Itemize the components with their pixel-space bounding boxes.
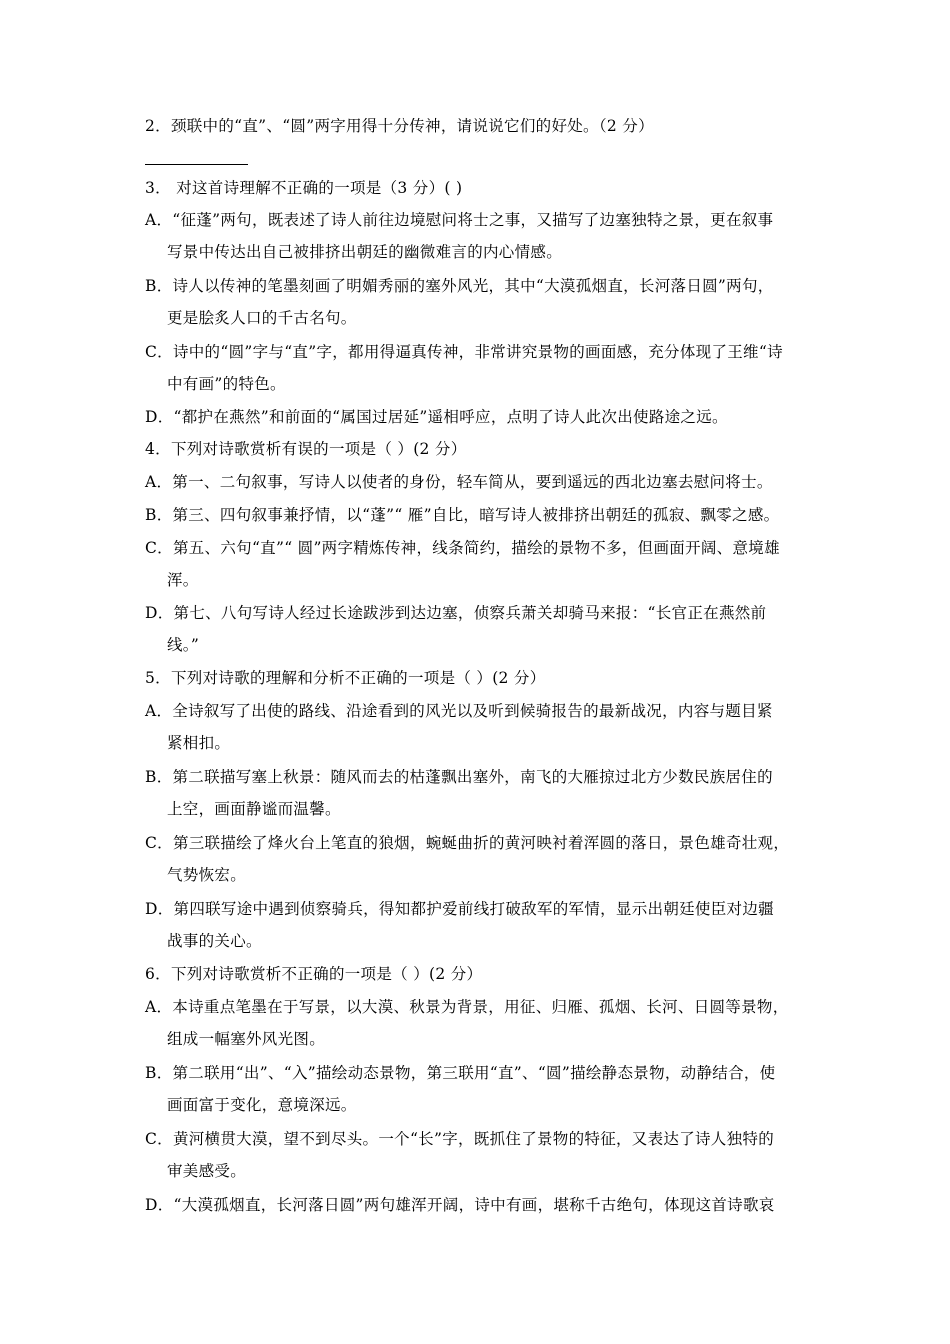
question-6-option-c: C．黄河横贯大漠，望不到尽头。一个“长”字，既抓住了景物的特征，又表达了诗人独特的 bbox=[145, 1130, 775, 1148]
question-3-option-d: D．“都护在燕然”和前面的“属国过居延”遥相呼应，点明了诗人此次出使路途之远。 bbox=[145, 408, 728, 426]
question-6-option-a: A．本诗重点笔墨在于写景，以大漠、秋景为背景，用征、归雁、孤烟、长河、日圆等景物， bbox=[145, 998, 789, 1016]
question-4-option-d-cont: 线。” bbox=[167, 636, 200, 654]
question-4-option-c: C．第五、六句“直”“ 圆”两字精炼传神，线条简约，描绘的景物不多，但画面开阔、意境雄 bbox=[145, 539, 780, 557]
question-3-option-b-cont: 更是脍炙人口的千古名句。 bbox=[167, 309, 357, 327]
question-5-option-b: B．第二联描写塞上秋景：随风而去的枯蓬飘出塞外，南飞的大雁掠过北方少数民族居住的 bbox=[145, 768, 773, 786]
question-3-option-a: A．“征蓬”两句，既表述了诗人前往边境慰问将士之事，又描写了边塞独特之景，更在叙事 bbox=[145, 211, 774, 229]
question-3-option-c: C．诗中的“圆”字与“直”字，都用得逼真传神，非常讲究景物的画面感，充分体现了王维“诗 bbox=[145, 343, 783, 361]
question-5-option-c-cont: 气势恢宏。 bbox=[167, 866, 247, 884]
question-5-option-d: D．第四联写途中遇到侦察骑兵，得知都护爱前线打破敌军的军情，显示出朝廷使臣对边疆 bbox=[145, 900, 774, 918]
question-5-option-a: A．全诗叙写了出使的路线、沿途看到的风光以及听到候骑报告的最新战况，内容与题目紧 bbox=[145, 702, 773, 720]
question-6-option-c-cont: 审美感受。 bbox=[167, 1162, 247, 1180]
question-5-option-b-cont: 上空，画面静谧而温馨。 bbox=[167, 800, 341, 818]
question-3-option-b: B．诗人以传神的笔墨刻画了明媚秀丽的塞外风光，其中“大漠孤烟直，长河落日圆”两句， bbox=[145, 277, 774, 295]
answer-blank-line[interactable] bbox=[145, 164, 248, 165]
question-5-option-c: C．第三联描绘了烽火台上笔直的狼烟，蜿蜒曲折的黄河映衬着浑圆的落日，景色雄奇壮观， bbox=[145, 834, 790, 852]
question-5-stem: 5．下列对诗歌的理解和分析不正确的一项是（ ）(2 分） bbox=[145, 669, 546, 687]
question-6-option-b: B．第二联用“出”、“入”描绘动态景物，第三联用“直”、“圆”描绘静态景物，动静结合，使 bbox=[145, 1064, 776, 1082]
question-4-option-c-cont: 浑。 bbox=[167, 571, 199, 589]
question-4-option-a: A．第一、二句叙事，写诗人以使者的身份，轻车简从，要到遥远的西北边塞去慰问将士。 bbox=[145, 473, 773, 491]
question-4-option-d: D．第七、八句写诗人经过长途跋涉到达边塞，侦察兵萧关却骑马来报：“长官正在燕然前 bbox=[145, 604, 767, 622]
question-6-option-a-cont: 组成一幅塞外风光图。 bbox=[167, 1030, 326, 1048]
question-6-option-d: D．“大漠孤烟直，长河落日圆”两句雄浑开阔，诗中有画，堪称千古绝句，体现这首诗歌哀 bbox=[145, 1196, 775, 1214]
question-4-option-b: B．第三、四句叙事兼抒情，以“蓬”“ 雁”自比，暗写诗人被排挤出朝廷的孤寂、飘零之感。 bbox=[145, 506, 780, 524]
question-5-option-d-cont: 战事的关心。 bbox=[167, 932, 262, 950]
question-6-stem: 6．下列对诗歌赏析不正确的一项是（ ）(2 分） bbox=[145, 965, 483, 983]
question-6-option-b-cont: 画面富于变化，意境深远。 bbox=[167, 1096, 357, 1114]
question-5-option-a-cont: 紧相扣。 bbox=[167, 734, 231, 752]
question-3-option-c-cont: 中有画”的特色。 bbox=[167, 375, 286, 393]
question-3-stem: 3． 对这首诗理解不正确的一项是（3 分）( ) bbox=[145, 179, 463, 197]
question-2-stem: 2．颈联中的“直”、“圆”两字用得十分传神，请说说它们的好处。（2 分） bbox=[145, 117, 654, 135]
question-4-stem: 4．下列对诗歌赏析有误的一项是（ ）(2 分） bbox=[145, 440, 467, 458]
question-3-option-a-cont: 写景中传达出自己被排挤出朝廷的幽微难言的内心情感。 bbox=[167, 243, 563, 261]
